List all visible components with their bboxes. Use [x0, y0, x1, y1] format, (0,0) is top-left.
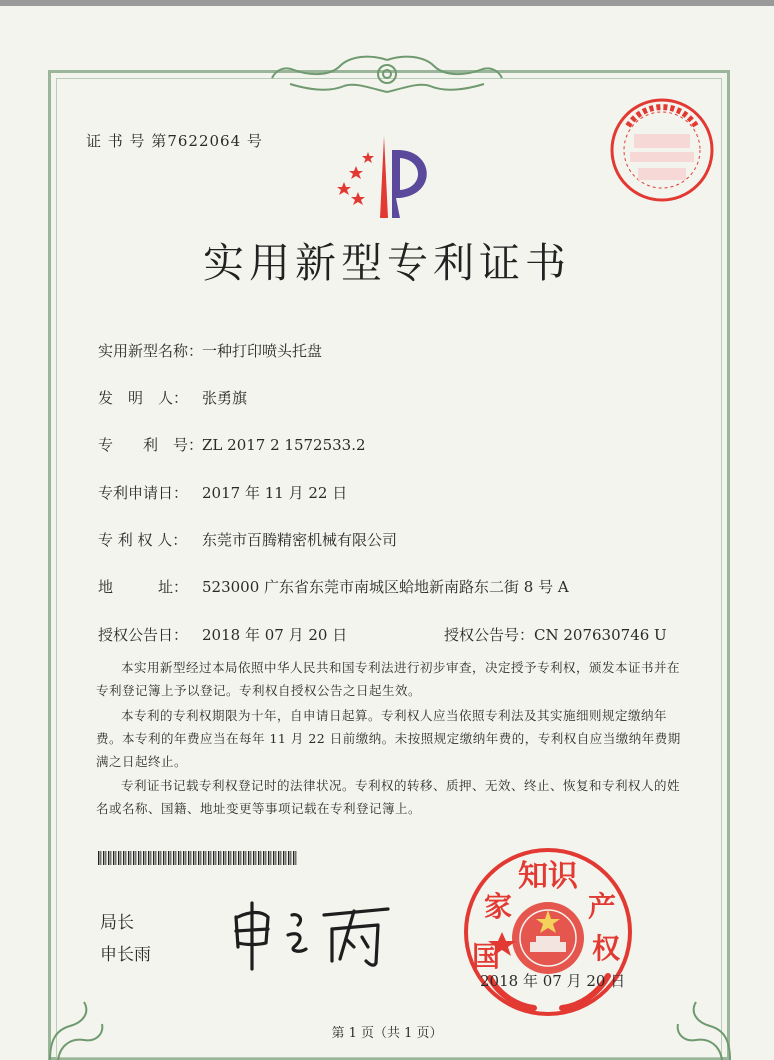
field-address	[98, 576, 569, 597]
seal-date: 2018 年 07 月 20 日	[480, 972, 626, 990]
signatory-role: 局长	[100, 913, 134, 933]
field-label: 专 利 号：	[98, 436, 204, 454]
field-label: 专 利 权 人：	[98, 531, 188, 549]
certificate-title: 实用新型专利证书	[203, 239, 571, 287]
field-label: 发 明 人：	[98, 389, 189, 407]
field-value: 2017 年 11 月 22 日	[202, 484, 348, 502]
signatory-name: 申长雨	[100, 945, 151, 965]
field-grant-date	[98, 624, 347, 645]
paragraph-term-statement: 本专利的专利权期限为十年，自申请日起算。专利权人应当依照专利法及其实施细则规定缴纳年费。本专利的年费应当在每年 11 月 22 日前缴纳。未按照规定缴纳年费的，专利权自应当缴纳年费期满之日起终止。	[96, 708, 681, 769]
field-label: 授权公告号：	[444, 626, 535, 644]
svg-text:家: 家	[484, 890, 513, 923]
field-label: 授权公告日：	[98, 626, 189, 644]
field-label: 专利申请日：	[98, 484, 189, 502]
barcode	[98, 851, 298, 865]
field-application-date	[98, 482, 347, 503]
certificate-number-value: 7622064	[167, 132, 242, 150]
field-patent-number	[98, 434, 366, 455]
field-patentee	[98, 529, 397, 550]
field-value: ZL 2017 2 1572533.2	[202, 436, 366, 454]
field-inventor	[98, 387, 247, 408]
svg-text:产: 产	[588, 890, 617, 923]
field-value: CN 207630746 U	[534, 626, 667, 644]
paragraph-grant-statement: 本实用新型经过本局依照中华人民共和国专利法进行初步审查，决定授予专利权，颁发本证书并在专利登记簿上予以登记。专利权自授权公告之日起生效。	[96, 660, 681, 698]
svg-text:知识: 知识	[518, 859, 578, 894]
scan-top-edge	[0, 0, 774, 6]
field-value: 一种打印喷头托盘	[202, 342, 323, 360]
field-value: 东莞市百腾精密机械有限公司	[202, 531, 398, 549]
field-label: 实用新型名称：	[98, 342, 204, 360]
field-value: 张勇旗	[202, 389, 248, 407]
official-seal-icon	[462, 846, 634, 1018]
field-value: 523000 广东省东莞市南城区蛤地新南路东二街 8 号 A	[202, 578, 569, 596]
top-ornament-icon	[270, 52, 504, 96]
paragraph-legal-status: 专利证书记载专利权登记时的法律状况。专利权的转移、质押、无效、终止、恢复和专利权人的姓名或名称、国籍、地址变更等事项记载在专利登记簿上。	[96, 778, 681, 816]
handwritten-signature	[228, 895, 398, 975]
tax-stamp-seal-icon	[608, 96, 716, 204]
svg-text:国: 国	[472, 940, 501, 973]
field-label: 地 址：	[98, 578, 189, 596]
field-utility-model-name	[98, 340, 322, 361]
certificate-number	[86, 130, 263, 151]
field-value: 2018 年 07 月 20 日	[202, 626, 348, 644]
svg-text:权: 权	[592, 932, 621, 965]
field-publication-number	[444, 624, 667, 645]
certificate-number-label: 证 书 号 第	[86, 132, 168, 150]
patent-office-logo-icon	[330, 132, 454, 222]
certificate-number-suffix: 号	[246, 132, 263, 150]
page-number: 第 1 页（共 1 页）	[331, 1026, 443, 1041]
